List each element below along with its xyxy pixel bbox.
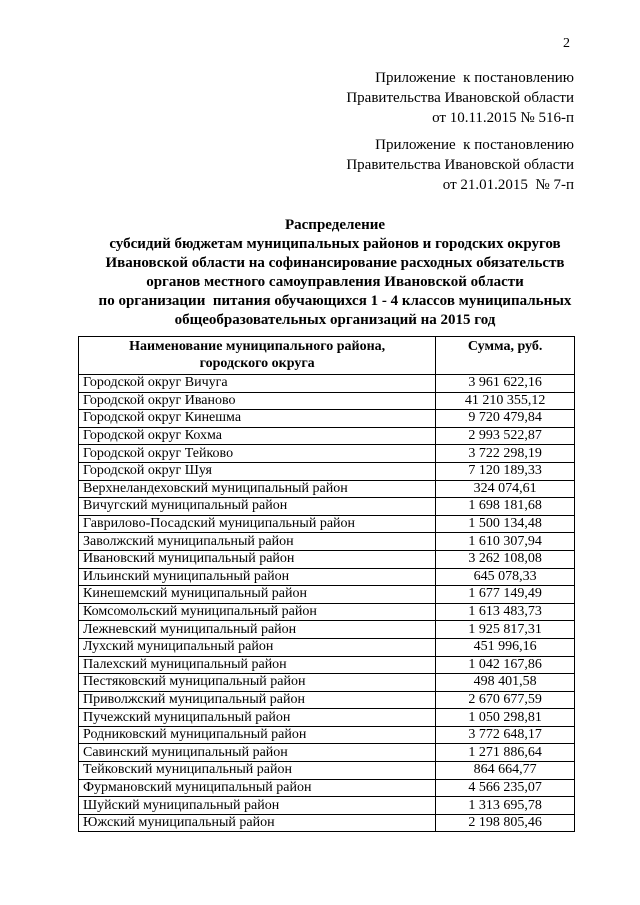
subsidy-sum: 1 500 134,48	[436, 515, 575, 533]
appendix-current	[346, 68, 574, 128]
subsidy-sum: 1 925 817,31	[436, 621, 575, 639]
appendix-current-line2: Правительства Ивановской области	[346, 90, 574, 106]
table-row	[79, 498, 575, 516]
subsidy-sum: 41 210 355,12	[436, 392, 575, 410]
table-row	[79, 762, 575, 780]
subsidy-sum: 1 677 149,49	[436, 586, 575, 604]
subsidy-sum: 1 271 886,64	[436, 744, 575, 762]
municipality-name: Верхнеландеховский муниципальный район	[79, 480, 436, 498]
header-name	[79, 337, 436, 375]
subsidy-sum: 1 050 298,81	[436, 709, 575, 727]
table-row	[79, 586, 575, 604]
municipality-name: Шуйский муниципальный район	[79, 797, 436, 815]
table-row	[79, 726, 575, 744]
municipality-name: Вичугский муниципальный район	[79, 498, 436, 516]
municipality-name: Городской округ Шуя	[79, 462, 436, 480]
title-line: общеобразовательных организаций на 2015 год	[174, 312, 496, 328]
subsidy-sum: 2 993 522,87	[436, 427, 575, 445]
table-row	[79, 779, 575, 797]
subsidy-sum: 645 078,33	[436, 568, 575, 586]
table-row	[79, 744, 575, 762]
title-line: органов местного самоуправления Ивановской области	[146, 274, 524, 290]
subsidy-sum: 1 042 167,86	[436, 656, 575, 674]
appendix-original-line3: от 21.01.2015 № 7-п	[442, 177, 574, 193]
title-line: субсидий бюджетам муниципальных районов и городских округов	[109, 236, 561, 252]
subsidy-sum: 7 120 189,33	[436, 462, 575, 480]
municipality-name: Южский муниципальный район	[79, 814, 436, 832]
subsidy-sum: 1 610 307,94	[436, 533, 575, 551]
municipality-name: Пучежский муниципальный район	[79, 709, 436, 727]
municipality-name: Лежневский муниципальный район	[79, 621, 436, 639]
table-body	[79, 375, 575, 832]
table-row	[79, 638, 575, 656]
table-row	[79, 621, 575, 639]
table-row	[79, 656, 575, 674]
municipality-name: Фурмановский муниципальный район	[79, 779, 436, 797]
subsidy-sum: 2 670 677,59	[436, 691, 575, 709]
municipality-name: Пестяковский муниципальный район	[79, 674, 436, 692]
municipality-name: Ильинский муниципальный район	[79, 568, 436, 586]
subsidy-sum: 9 720 479,84	[436, 410, 575, 428]
table-row	[79, 797, 575, 815]
municipality-name: Ивановский муниципальный район	[79, 550, 436, 568]
municipality-name: Палехский муниципальный район	[79, 656, 436, 674]
subsidy-sum: 4 566 235,07	[436, 779, 575, 797]
subsidy-sum: 1 313 695,78	[436, 797, 575, 815]
title-line: Распределение	[284, 217, 386, 233]
distribution-table	[78, 336, 575, 832]
appendix-original-line1: Приложение к постановлению	[375, 137, 574, 153]
page-number: 2	[563, 36, 570, 51]
subsidy-sum: 498 401,58	[436, 674, 575, 692]
municipality-name: Городской округ Кинешма	[79, 410, 436, 428]
appendix-current-line1: Приложение к постановлению	[375, 70, 574, 86]
municipality-name: Городской округ Вичуга	[79, 375, 436, 393]
subsidy-sum: 864 664,77	[436, 762, 575, 780]
table-row	[79, 533, 575, 551]
header-sum: Сумма, руб.	[436, 337, 575, 375]
municipality-name: Комсомольский муниципальный район	[79, 603, 436, 621]
table-row	[79, 814, 575, 832]
subsidy-sum: 3 262 108,08	[436, 550, 575, 568]
municipality-name: Городской округ Тейково	[79, 445, 436, 463]
subsidy-sum: 451 996,16	[436, 638, 575, 656]
document-title	[60, 216, 610, 330]
municipality-name: Городской округ Иваново	[79, 392, 436, 410]
subsidy-sum: 2 198 805,46	[436, 814, 575, 832]
municipality-name: Савинский муниципальный район	[79, 744, 436, 762]
table-row	[79, 674, 575, 692]
municipality-name: Городской округ Кохма	[79, 427, 436, 445]
table-row	[79, 568, 575, 586]
header-name-line1: Наименование муниципального района,	[129, 339, 386, 354]
subsidy-sum: 1 698 181,68	[436, 498, 575, 516]
table-row	[79, 462, 575, 480]
table-row	[79, 691, 575, 709]
municipality-name: Приволжский муниципальный район	[79, 691, 436, 709]
table-header-row	[79, 337, 575, 375]
table-row	[79, 515, 575, 533]
appendix-current-line3: от 10.11.2015 № 516-п	[432, 110, 574, 126]
municipality-name: Тейковский муниципальный район	[79, 762, 436, 780]
appendix-original	[346, 135, 574, 195]
table-row	[79, 427, 575, 445]
subsidy-sum: 324 074,61	[436, 480, 575, 498]
table-row	[79, 375, 575, 393]
subsidy-sum: 1 613 483,73	[436, 603, 575, 621]
municipality-name: Лухский муниципальный район	[79, 638, 436, 656]
title-line: Ивановской области на софинансирование расходных обязательств	[105, 255, 565, 271]
header-name-line2: городского округа	[199, 356, 315, 371]
municipality-name: Родниковский муниципальный район	[79, 726, 436, 744]
table-row	[79, 410, 575, 428]
table-row	[79, 603, 575, 621]
table-row	[79, 392, 575, 410]
table-row	[79, 550, 575, 568]
subsidy-sum: 3 961 622,16	[436, 375, 575, 393]
table-row	[79, 445, 575, 463]
title-line: по организации питания обучающихся 1 - 4 классов муниципальных	[98, 293, 572, 309]
subsidy-sum: 3 722 298,19	[436, 445, 575, 463]
table-row	[79, 480, 575, 498]
subsidy-sum: 3 772 648,17	[436, 726, 575, 744]
municipality-name: Заволжский муниципальный район	[79, 533, 436, 551]
municipality-name: Гаврилово-Посадский муниципальный район	[79, 515, 436, 533]
table-row	[79, 709, 575, 727]
appendix-original-line2: Правительства Ивановской области	[346, 157, 574, 173]
municipality-name: Кинешемский муниципальный район	[79, 586, 436, 604]
